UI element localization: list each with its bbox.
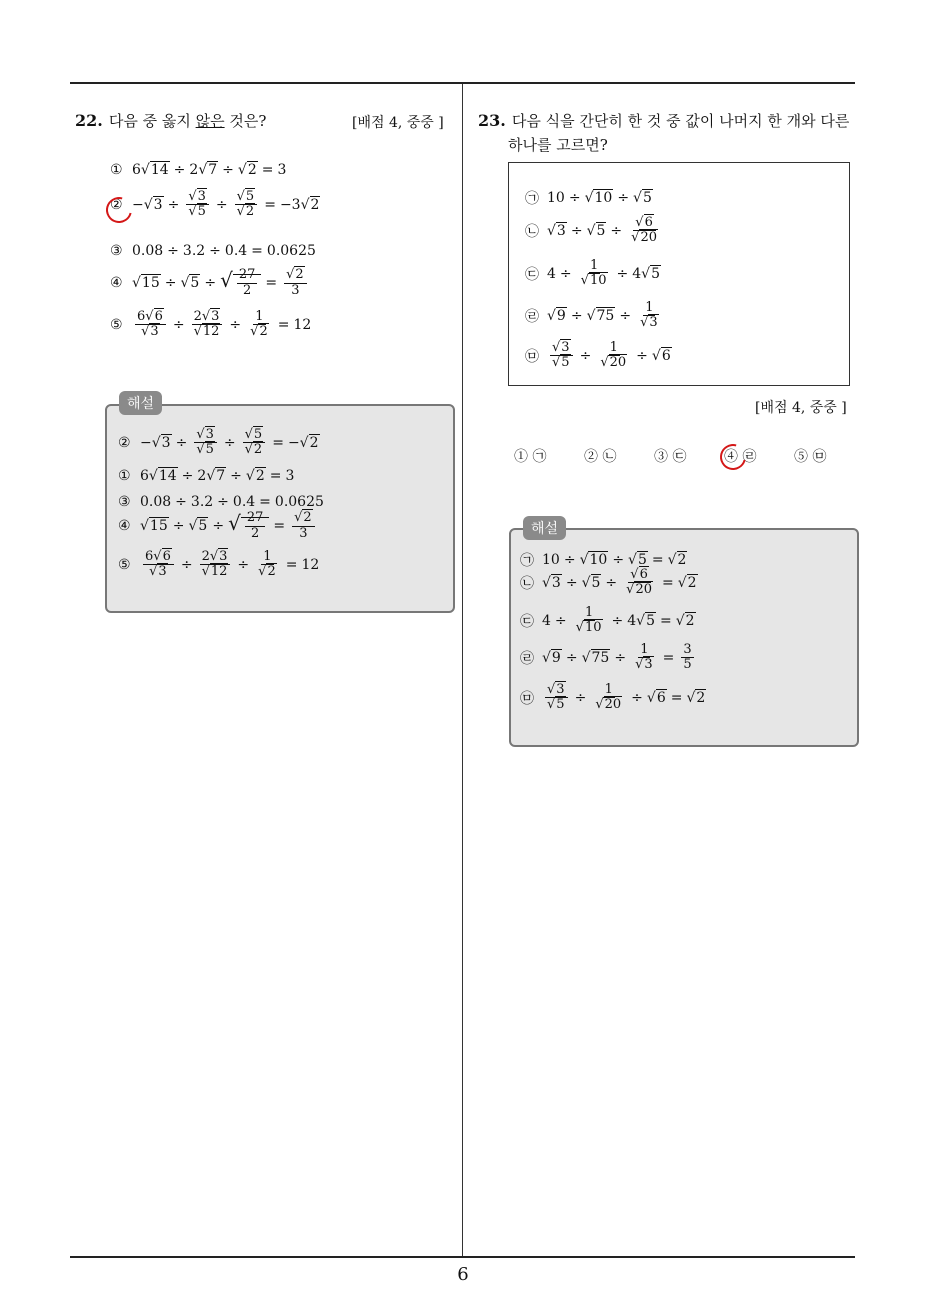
option-expression: −√ 3 ÷ $\frac{√3}{√5}$ ÷ $\frac{√5}{√2}$ = −3√ 2 [132,190,320,220]
q23-solution-tag: 해설 [523,516,566,540]
choice-mark: ① [514,449,528,465]
solution-mark: ② [118,434,131,451]
solution-mark: ㉢ [520,613,534,630]
bottom-rule [70,1256,855,1258]
solution-mark: ㉣ [520,650,534,667]
choice-mark: ⑤ [794,449,808,465]
q22-option-2[interactable] [110,190,320,220]
q22-option-4[interactable] [110,268,310,298]
solution-mark: ④ [118,517,131,534]
q23-heading [478,110,849,131]
q23-solution-line-e [520,683,706,713]
solution-mark: ① [118,468,131,484]
choice-item: ㉢ [672,449,687,465]
solution-expression: 6√ 14 ÷ 2√ 7 ÷√ 2 = 3 [140,468,294,484]
q23-solution-line-c [520,606,696,636]
q23-item-c [525,259,661,289]
q23-prompt-line2: 하나를 고르면? [508,136,608,154]
item-expression: √ 9 ÷√ 75 ÷ $\frac{1}{√3}$ [547,301,664,331]
q23-item-b [525,216,663,246]
q22-solution-tag: 해설 [119,391,162,415]
solution-expression: √ 3 ÷√ 5 ÷ $\frac{√6}{√20}$ =√ 2 [542,568,698,598]
item-mark: ㉡ [525,223,539,240]
q22-prompt-b: 것은? [224,112,267,130]
choice-item: ㉡ [602,449,617,465]
solution-mark: ㉠ [520,553,534,569]
solution-mark: ㉡ [520,575,534,592]
solution-expression: $\frac{√3}{√5}$ ÷ $\frac{1}{√20}$ ÷√ 6 =√ 2 [542,683,706,713]
q23-score: [배점 4, 중중 ] [755,400,847,416]
option-expression: 0.08 ÷ 3.2 ÷ 0.4 = 0.0625 [132,243,316,259]
selected-answer-circle-icon [715,439,751,475]
solution-mark: ㉤ [520,690,534,707]
q22-solution-line-2 [118,428,320,458]
solution-expression: 10 ÷√ 10 ÷√ 5 =√ 2 [542,552,687,568]
q22-option-1[interactable] [110,162,286,178]
item-mark: ㉤ [525,348,539,365]
option-expression: $\frac{6√6}{√3}$ ÷ $\frac{2√3}{√12}$ ÷ $\frac{1}{√2}$ = 12 [137,309,312,340]
solution-expression: −√ 3 ÷ $\frac{√3}{√5}$ ÷ $\frac{√5}{√2}$ = −√ 2 [140,428,320,458]
option-mark: ⑤ [110,316,123,333]
item-expression: 4 ÷ $\frac{1}{√10}$ ÷ 4√ 5 [547,259,661,289]
choice-item: ㉣ [742,449,757,465]
q22-solution-line-1 [118,468,294,484]
choice-mark: ④ [724,449,738,465]
q23-choice-2[interactable] [584,446,616,466]
solution-expression: √ 15 ÷√ 5 ÷ √ $\frac{27}{2}$ = $\frac{√2}{3}$ [140,511,318,541]
q22-prompt-a: 다음 중 옳지 [108,112,196,130]
solution-expression: $\frac{6√6}{√3}$ ÷ $\frac{2√3}{√12}$ ÷ $\frac{1}{√2}$ = 12 [145,549,320,580]
q22-solution-line-3 [118,494,324,510]
q23-item-e [525,341,672,371]
q23-number: 23. [478,111,506,130]
q22-heading [75,110,266,131]
option-expression: 6√ 14 ÷ 2√ 7 ÷√ 2 = 3 [132,162,286,178]
page-number: 6 [457,1264,469,1285]
solution-mark: ③ [118,494,131,510]
q22-solution-line-4 [118,511,318,541]
option-mark: ① [110,162,123,178]
choice-item: ㉠ [532,449,547,465]
choice-mark: ② [584,449,598,465]
item-expression: 10 ÷√ 10 ÷√ 5 [547,190,653,206]
solution-expression: √ 9 ÷√ 75 ÷ $\frac{1}{√3}$ = $\frac{3}{5}$ [542,643,697,673]
q22-option-5[interactable] [110,310,311,340]
q23-choice-5[interactable] [794,446,826,466]
q22-solution-line-5 [118,550,319,580]
q23-prompt-line1: 다음 식을 간단히 한 것 중 값이 나머지 한 개와 다른 [511,112,850,130]
solution-expression: 0.08 ÷ 3.2 ÷ 0.4 = 0.0625 [140,494,324,510]
solution-expression: 4 ÷ $\frac{1}{√10}$ ÷ 4√ 5 =√ 2 [542,606,696,636]
item-mark: ㉢ [525,266,539,283]
q22-prompt-underlined: 않은 [195,112,225,130]
q22-option-3[interactable] [110,243,316,259]
item-mark: ㉣ [525,308,539,325]
q22-score: [배점 4, 중중 ] [352,115,444,131]
q23-item-d [525,301,664,331]
option-mark: ③ [110,243,123,259]
option-expression: √ 15 ÷√ 5 ÷ √ $\frac{27}{2}$ = $\frac{√2}{3}$ [132,268,310,298]
option-mark: ② [110,196,123,213]
item-mark: ㉠ [525,191,539,207]
item-expression: $\frac{√3}{√5}$ ÷ $\frac{1}{√20}$ ÷√ 6 [547,341,672,371]
column-divider [462,84,463,1257]
q23-solution-line-a [520,550,687,570]
q23-choice-3[interactable] [654,446,686,466]
q23-solution-line-d [520,643,697,673]
q23-choice-1[interactable] [514,446,546,466]
item-expression: √ 3 ÷√ 5 ÷ $\frac{√6}{√20}$ [547,216,663,246]
option-mark: ④ [110,274,123,291]
choice-mark: ③ [654,449,668,465]
q22-number: 22. [75,111,103,130]
q23-solution-line-b [520,568,698,598]
q23-item-a [525,188,653,208]
solution-mark: ⑤ [118,556,131,573]
choice-item: ㉤ [812,449,827,465]
